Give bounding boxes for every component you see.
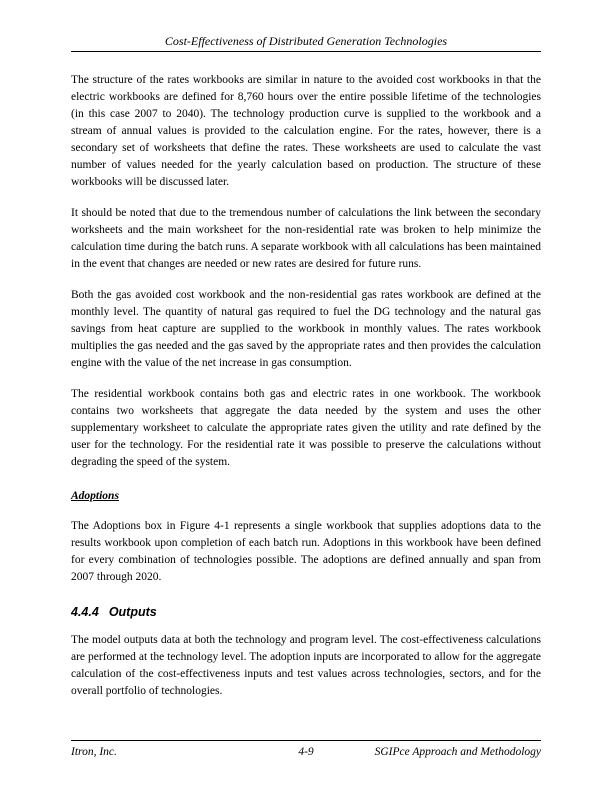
footer-row — [71, 745, 541, 760]
heading-adoptions: Adoptions — [71, 490, 119, 502]
paragraph-adoptions: The Adoptions box in Figure 4-1 represents a single workbook that supplies adoptions data to the results workbook upon completion of each batch run. Adoptions in this workbook have been defined for every combination of technologies possible. The adoptions are defined annually and span from 2007 through 2020. — [71, 520, 541, 583]
heading-outputs — [71, 604, 541, 620]
page-header — [71, 34, 541, 52]
paragraph-calculation-link: It should be noted that due to the tremendous number of calculations the link between the secondary worksheets and the main worksheet for the non-residential rate was broken to help minimize the calculation time during the batch runs. A separate workbook with all calculations has been maintained in the event that changes are needed or new rates are desired for future runs. — [71, 207, 541, 270]
heading-outputs-label: Outputs — [108, 605, 157, 619]
paragraph-rates-workbooks: The structure of the rates workbooks are similar in nature to the avoided cost workbooks in that the electric workbooks are defined for 8,760 hours over the entire possible lifetime of the technologies (in this case 2007 to 2040). The technology production curve is supplied to the workbook and a stream of annual values is provided to the calculation engine. For the rates, however, there is a secondary set of worksheets that define the rates. These worksheets are used to calculate the vast number of values needed for the yearly calculation based on production. The structure of these workbooks will be discussed later. — [71, 74, 541, 188]
footer-page-number: 4-9 — [298, 746, 314, 758]
page-footer — [71, 740, 541, 760]
paragraph-outputs: The model outputs data at both the technology and program level. The cost-effectiveness calculations are performed at the technology level. The adoption inputs are incorporated to allow for the aggregate calculation of the cost-effectiveness inputs and test values across technologies, sectors, and for the overall portfolio of technologies. — [71, 634, 541, 697]
paragraph-residential-workbook: The residential workbook contains both gas and electric rates in one workbook. The workbook contains two worksheets that aggregate the data needed by the system and uses the other supplementary worksheet to calculate the appropriate rates given the utility and rate defined by the user for the technology. For the residential rate it was possible to preserve the calculations without degrading the speed of the system. — [71, 388, 541, 468]
footer-document-title: SGIPce Approach and Methodology — [374, 746, 541, 758]
footer-divider — [71, 740, 541, 741]
header-divider — [71, 51, 541, 52]
page-body — [71, 72, 541, 714]
footer-company-name: Itron, Inc. — [71, 746, 117, 758]
paragraph-gas-workbooks: Both the gas avoided cost workbook and the non-residential gas rates workbook are defined at the monthly level. The quantity of natural gas required to fuel the DG technology and the natural gas savings from heat capture are supplied to the workbook in monthly values. The rates workbook multiplies the gas needed and the gas saved by the appropriate rates and then provides the calculation engine with the value of the net increase in gas consumption. — [71, 289, 541, 369]
heading-outputs-number: 4.4.4 — [71, 605, 99, 619]
running-header-title: Cost-Effectiveness of Distributed Generation Technologies — [164, 34, 448, 48]
